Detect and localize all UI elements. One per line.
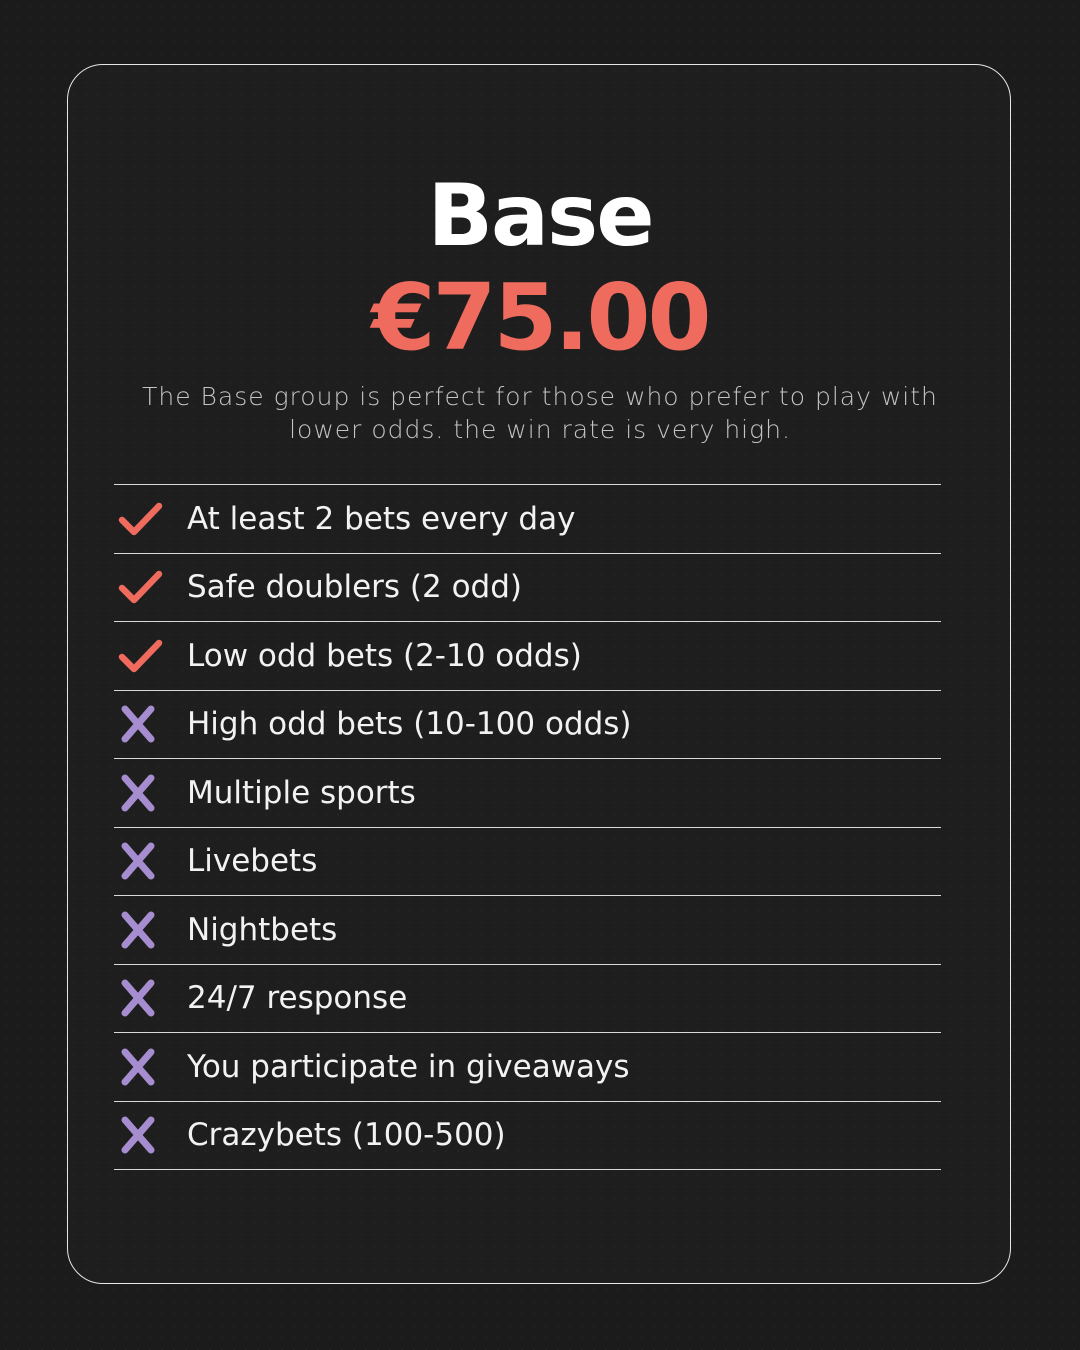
plan-price: €75.00 bbox=[371, 264, 709, 371]
feature-list bbox=[114, 484, 941, 1170]
feature-row bbox=[114, 622, 941, 691]
feature-row bbox=[114, 485, 941, 554]
check-icon bbox=[117, 567, 163, 607]
cross-icon bbox=[117, 910, 163, 950]
feature-row bbox=[114, 554, 941, 623]
feature-label: 24/7 response bbox=[187, 980, 408, 1017]
cross-icon bbox=[117, 704, 163, 744]
feature-label: You participate in giveaways bbox=[187, 1048, 630, 1085]
feature-label: Livebets bbox=[187, 843, 318, 880]
cross-icon bbox=[117, 841, 163, 881]
feature-row bbox=[114, 896, 941, 965]
plan-title: Base bbox=[427, 166, 653, 266]
check-icon bbox=[117, 499, 163, 539]
cross-icon bbox=[117, 1115, 163, 1155]
cross-icon bbox=[117, 773, 163, 813]
feature-label: Low odd bets (2-10 odds) bbox=[187, 637, 582, 674]
feature-label: Crazybets (100-500) bbox=[187, 1117, 506, 1154]
feature-label: Nightbets bbox=[187, 911, 338, 948]
feature-label: High odd bets (10-100 odds) bbox=[187, 706, 632, 743]
feature-row bbox=[114, 1102, 941, 1171]
cross-icon bbox=[117, 978, 163, 1018]
feature-row bbox=[114, 965, 941, 1034]
feature-row bbox=[114, 828, 941, 897]
check-icon bbox=[117, 636, 163, 676]
feature-row bbox=[114, 759, 941, 828]
cross-icon bbox=[117, 1047, 163, 1087]
plan-description: The Base group is perfect for those who prefer to play with lower odds. the win rate is very high. bbox=[142, 382, 938, 444]
feature-row bbox=[114, 1033, 941, 1102]
feature-label: At least 2 bets every day bbox=[187, 500, 576, 537]
feature-label: Multiple sports bbox=[187, 774, 416, 811]
feature-row bbox=[114, 691, 941, 760]
feature-label: Safe doublers (2 odd) bbox=[187, 569, 523, 606]
